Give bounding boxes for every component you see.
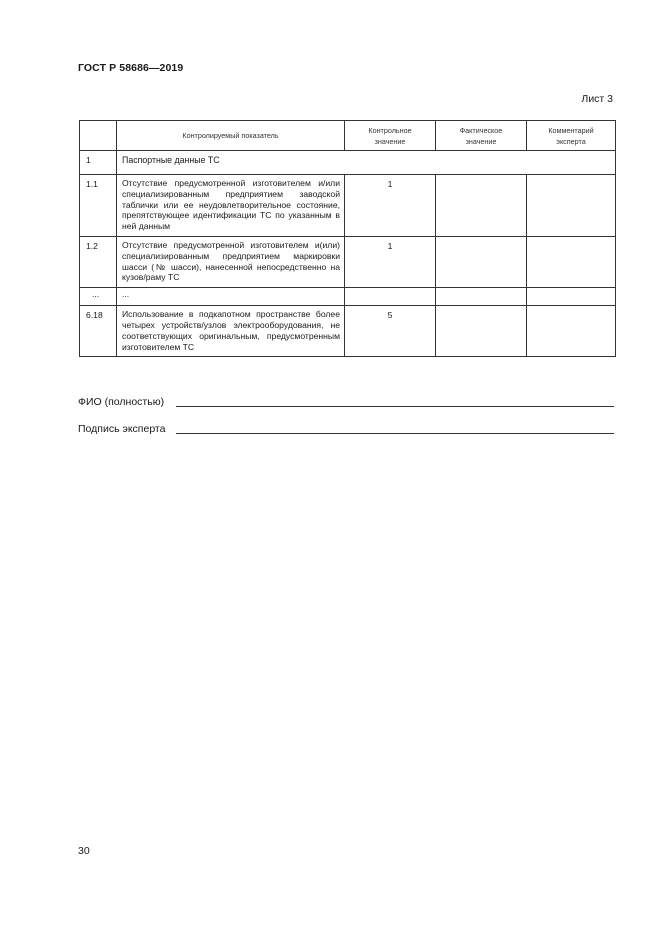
fio-line[interactable]: [176, 405, 614, 407]
row-control-value: 1: [345, 175, 436, 237]
row-control-value: [345, 288, 436, 306]
row-expert-comment[interactable]: [527, 236, 616, 287]
column-header-indicator: Контролируемый показатель: [117, 121, 345, 151]
document-header: ГОСТ Р 58686—2019: [78, 62, 184, 74]
row-control-value: 5: [345, 306, 436, 357]
row-number: ...: [80, 288, 117, 306]
row-expert-comment[interactable]: [527, 306, 616, 357]
table-header-row: [80, 121, 616, 151]
row-actual-value[interactable]: [436, 175, 527, 237]
row-indicator: Отсутствие предусмотренной изготовителем и/или специализированным предприятием заводской таблички или ее неудовлетворительное состояние, препятствующее идентификации ТС по указанным в ней данным: [117, 175, 345, 237]
page-number: 30: [78, 845, 90, 857]
row-actual-value[interactable]: [436, 236, 527, 287]
row-control-value: 1: [345, 236, 436, 287]
column-header-actual-value: Фактическое значение: [436, 121, 527, 151]
column-header-number: [80, 121, 117, 151]
row-actual-value[interactable]: [436, 306, 527, 357]
signature-label: Подпись эксперта: [78, 423, 166, 435]
section-title: Паспортные данные ТС: [117, 151, 616, 175]
row-expert-comment[interactable]: [527, 288, 616, 306]
checklist-table: [79, 120, 616, 357]
column-header-expert-comment: Комментарий эксперта: [527, 121, 616, 151]
table-row: [80, 175, 616, 237]
sheet-label: Лист 3: [581, 93, 613, 105]
table-row: [80, 236, 616, 287]
signature-line[interactable]: [176, 432, 614, 434]
table-row: [80, 288, 616, 306]
row-actual-value[interactable]: [436, 288, 527, 306]
row-indicator: Отсутствие предусмотренной изготовителем и(или) специализированным предприятием маркировки шасси (№ шасси), нанесенной непосредственно на кузов/раму ТС: [117, 236, 345, 287]
column-header-control-value: Контрольное значение: [345, 121, 436, 151]
table-row: [80, 306, 616, 357]
row-number: 1.1: [80, 175, 117, 237]
row-expert-comment[interactable]: [527, 175, 616, 237]
row-number: 6.18: [80, 306, 117, 357]
row-number: 1.2: [80, 236, 117, 287]
fio-label: ФИО (полностью): [78, 396, 165, 408]
section-row: [80, 151, 616, 175]
row-indicator: ...: [117, 288, 345, 306]
row-indicator: Использование в подкапотном пространстве более четырех устройств/узлов электрооборудования, не соответствующих оригинальным, предусмотренным изготовителем ТС: [117, 306, 345, 357]
section-number: 1: [80, 151, 117, 175]
